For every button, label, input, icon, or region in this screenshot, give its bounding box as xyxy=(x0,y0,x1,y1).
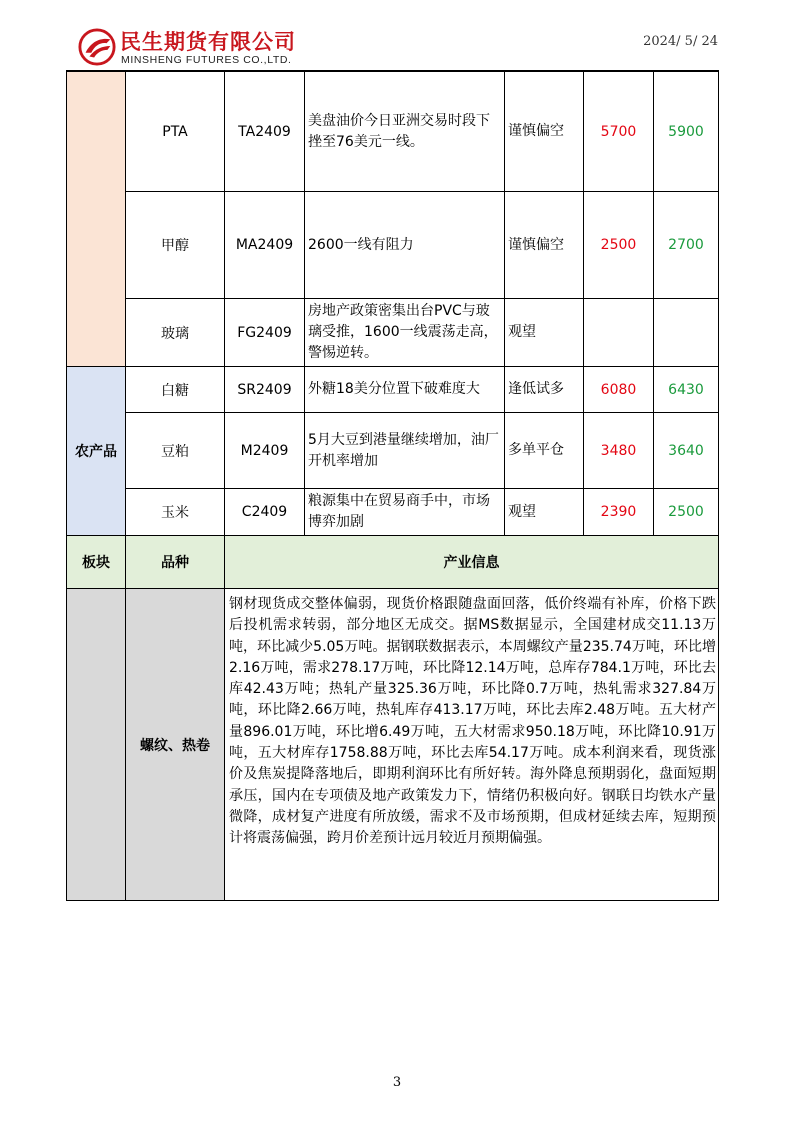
variety-cell: 玉米 xyxy=(126,489,225,536)
page-header xyxy=(0,0,794,72)
sector-header: 板块 xyxy=(67,536,126,589)
info-header-row xyxy=(67,536,719,589)
contract-cell: FG2409 xyxy=(225,299,305,367)
view-cell: 谨慎偏空 xyxy=(505,192,584,299)
resistance-cell: 6430 xyxy=(654,367,719,413)
page-number: 3 xyxy=(392,1075,402,1090)
logic-cell: 5月大豆到港量继续增加，油厂开机率增加 xyxy=(305,413,505,489)
futures-strategy-table xyxy=(66,71,719,901)
table-row xyxy=(67,72,719,192)
company-name-cn: 民生期货有限公司 xyxy=(120,30,296,54)
logic-cell: 美盘油价今日亚洲交易时段下挫至76美元一线。 xyxy=(305,72,505,192)
resistance-cell: 2700 xyxy=(654,192,719,299)
industry-info-header: 产业信息 xyxy=(225,536,719,589)
variety-cell: 玻璃 xyxy=(126,299,225,367)
variety-cell: 豆粕 xyxy=(126,413,225,489)
logic-cell: 粮源集中在贸易商手中，市场博弈加剧 xyxy=(305,489,505,536)
support-cell xyxy=(584,299,654,367)
support-cell: 2390 xyxy=(584,489,654,536)
view-cell: 观望 xyxy=(505,299,584,367)
view-cell: 观望 xyxy=(505,489,584,536)
view-cell: 多单平仓 xyxy=(505,413,584,489)
contract-cell: TA2409 xyxy=(225,72,305,192)
contract-cell: C2409 xyxy=(225,489,305,536)
report-date: 2024/ 5/ 24 xyxy=(643,34,718,49)
company-name-en: MINSHENG FUTURES CO.,LTD. xyxy=(121,54,292,66)
resistance-cell: 5900 xyxy=(654,72,719,192)
resistance-cell: 2500 xyxy=(654,489,719,536)
logic-cell: 房地产政策密集出台PVC与玻璃受推，1600一线震荡走高，警惕逆转。 xyxy=(305,299,505,367)
variety-cell: 白糖 xyxy=(126,367,225,413)
variety-header: 品种 xyxy=(126,536,225,589)
support-cell: 2500 xyxy=(584,192,654,299)
support-cell: 5700 xyxy=(584,72,654,192)
logic-cell: 外糖18美分位置下破难度大 xyxy=(305,367,505,413)
support-cell: 3480 xyxy=(584,413,654,489)
energy-sector-cell xyxy=(67,72,126,367)
minsheng-logo-icon xyxy=(78,28,116,66)
view-cell: 谨慎偏空 xyxy=(505,72,584,192)
info-sector-cell xyxy=(67,589,126,901)
table-row xyxy=(67,589,719,901)
table-row xyxy=(67,489,719,536)
table-row xyxy=(67,192,719,299)
logic-cell: 2600一线有阻力 xyxy=(305,192,505,299)
agri-sector-cell: 农产品 xyxy=(67,367,126,536)
table-row xyxy=(67,413,719,489)
contract-cell: M2409 xyxy=(225,413,305,489)
industry-info-text: 钢材现货成交整体偏弱，现货价格跟随盘面回落，低价终端有补库，价格下跌后投机需求转弱，部分地区无成交。据MS数据显示，全国建材成交11.13万吨，环比减少5.05万吨。据钢联数据表示，本周螺纹产量235.74万吨，环比增2.16万吨，需求278.17万吨，环比降12.14万吨，总库存784.1万吨，环比去库42.43万吨；热轧产量325.36万吨，环比降0.7万吨，热轧需求327.84万吨，环比降2.66万吨，热轧库存413.17万吨，环比去库2.48万吨。五大材产量896.01万吨，环比增6.49万吨，五大材需求950.18万吨，环比降10.91万吨，五大材库存1758.88万吨，环比去库54.17万吨。成本利润来看，现货涨价及焦炭提降落地后，即期利润环比有所好转。海外降息预期弱化，盘面短期承压，国内在专项债及地产政策发力下，情绪仍积极向好。钢联日均铁水产量微降，成材复产进度有所放缓，需求不及市场预期，但成材延续去库，短期预计将震荡偏强，跨月价差预计远月较近月预期偏强。 xyxy=(225,589,719,901)
variety-cell: PTA xyxy=(126,72,225,192)
variety-cell: 甲醇 xyxy=(126,192,225,299)
contract-cell: MA2409 xyxy=(225,192,305,299)
info-variety-cell: 螺纹、热卷 xyxy=(126,589,225,901)
table-row xyxy=(67,367,719,413)
support-cell: 6080 xyxy=(584,367,654,413)
view-cell: 逢低试多 xyxy=(505,367,584,413)
resistance-cell: 3640 xyxy=(654,413,719,489)
resistance-cell xyxy=(654,299,719,367)
table-row xyxy=(67,299,719,367)
contract-cell: SR2409 xyxy=(225,367,305,413)
